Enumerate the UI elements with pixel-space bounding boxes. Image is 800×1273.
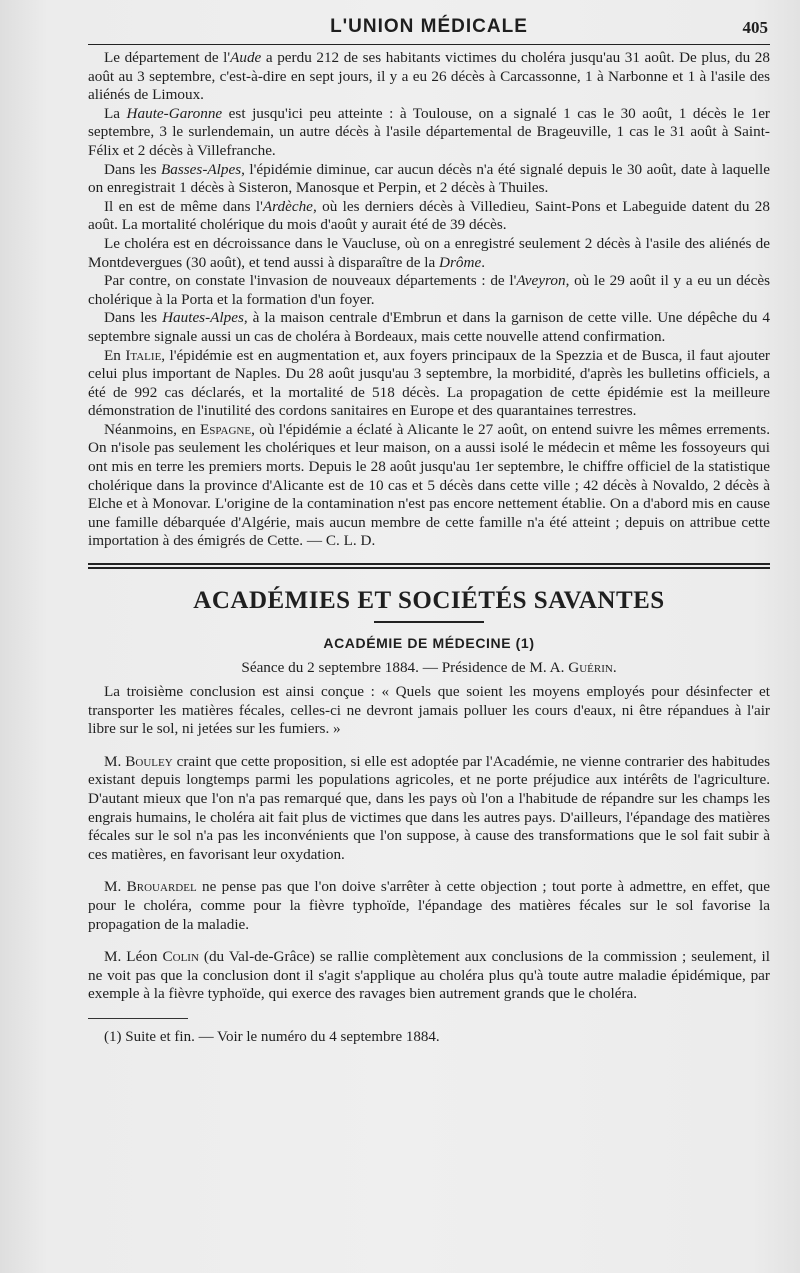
paragraph-text: , à la maison centrale d'Embrun et dans la garnison de cette ville. Une dépêche du 4 septembre signale aussi un cas de choléra à Bordeaux, mais cette nouvelle attend confirmation.	[88, 309, 770, 345]
page-header	[88, 14, 770, 44]
paragraph-text: , où l'épidémie a éclaté à Alicante le 27 août, on entend suivre les mêmes errements. On n'isole pas seulement les cholériques et leur maison, on a aussi isolé le médecin et même les fossoyeurs qui ont mis en terre les premiers morts. Depuis le 28 août jusqu'au 1er septembre, le chiffre officiel de la statistique cholérique dans la province d'Alicante est de 10 cas et 5 décès dans cette ville ; 42 décès à Novaldo, 2 décès à Elche et à Monovar. L'origine de la contamination n'est pas encore nettement établie. On a d'abord mis en cause une famille débarquée d'Algérie, mais aucun membre de cette famille n'a été atteint ; depuis on attribue cette importation à des émigrés de Cette. — C. L. D.	[88, 420, 770, 550]
paragraph-text: M.	[104, 878, 127, 896]
section-title: ACADÉMIES ET SOCIÉTÉS SAVANTES	[193, 587, 665, 615]
paragraph	[88, 161, 770, 198]
paragraph-text: , où le 29 août il y a eu un décès cholérique à la Porta et la formation d'un foyer.	[88, 272, 770, 308]
paragraph-text: En	[104, 346, 126, 364]
paragraph	[88, 421, 770, 551]
paragraph-text: Dans les	[104, 160, 161, 178]
paragraph	[88, 948, 770, 1004]
place-name: Aveyron	[516, 272, 566, 290]
paragraph-text: .	[481, 253, 486, 271]
small-caps-name: Bouley	[125, 752, 173, 770]
seance-text: Séance du 2 septembre 1884. — Présidence de M. A.	[241, 659, 569, 677]
place-name: Ardèche	[262, 197, 313, 215]
place-name: Hautes-Alpes	[162, 309, 244, 327]
paragraph-text: a perdu 212 de ses habitants victimes du choléra jusqu'au 31 août. De plus, du 28 août au 3 septembre, c'est-à-dire en sept jours, il y a eu 26 décès à Carcassonne, 1 à Narbonne et 1 à l'asile des aliénés de Limoux.	[88, 49, 770, 104]
place-name: Drôme	[439, 253, 482, 271]
paragraph-text: Il en est de même dans l'	[104, 197, 263, 215]
paragraph-text: Le département de l'	[104, 49, 231, 66]
paragraph	[88, 198, 770, 235]
paragraph-text: (du Val-de-Grâce) se rallie complètement aux conclusions de la commission ; seulement, il ne voit pas que la conclusion dont il s'agit s'applique au choléra plus qu'à toute autre maladie épidémique, par exemple à la fièvre typhoïde, qui exerce des ravages bien autrement grands que le choléra.	[88, 948, 770, 1003]
paragraph	[88, 235, 770, 272]
paragraph-text: Le choléra est en décroissance dans le Vaucluse, où on a enregistré seulement 2 décès à l'asile des aliénés de Montdevergues (30 août), et tend aussi à disparaître de la	[88, 234, 770, 271]
running-title: L'UNION MÉDICALE	[330, 16, 528, 37]
paragraph-text: est jusqu'ici peu atteinte : à Toulouse, on a signalé 1 cas le 30 août, 1 décès le 1er septembre, 3 le surlendemain, un autre décès à l'asile départemental de Brageuville, 1 cas le 31 août à Saint-Félix et 2 décès à Villefranche.	[88, 104, 770, 159]
paragraph	[88, 49, 770, 105]
page-number: 405	[742, 18, 768, 37]
proceedings-text	[88, 683, 770, 1004]
place-name: Haute-Garonne	[126, 104, 223, 122]
academy-title: ACADÉMIE DE MÉDECINE (1)	[323, 635, 535, 652]
paragraph	[88, 683, 770, 739]
paragraph	[88, 347, 770, 421]
president-name: Guérin	[568, 659, 613, 677]
paragraph	[88, 272, 770, 309]
small-caps-name: Colin	[162, 948, 199, 966]
paragraph-text: , l'épidémie diminue, car aucun décès n'a été signalé depuis le 30 août, date à laquelle on enregistrait 1 décès à Sisteron, Manosque et Perpin, et 2 décès à Thuiles.	[88, 160, 770, 197]
paragraph-text: M. Léon	[104, 948, 163, 966]
paragraph-text: Dans les	[104, 309, 163, 327]
seance-line	[88, 659, 770, 677]
footnote: (1) Suite et fin. — Voir le numéro du 4 septembre 1884.	[104, 1028, 440, 1045]
paragraph-text: La	[104, 104, 127, 122]
small-caps-name: Italie	[125, 346, 162, 364]
place-name: Aude	[230, 49, 262, 66]
seance-end: .	[612, 659, 617, 677]
place-name: Basses-Alpes	[160, 160, 242, 178]
paragraph	[88, 878, 770, 934]
footnote-rule	[88, 1018, 188, 1019]
header-rule	[88, 44, 770, 45]
paragraph	[88, 105, 770, 161]
chronicle-text	[88, 49, 770, 551]
paragraph-text: Néanmoins, en	[104, 420, 201, 438]
paragraph-text: craint que cette proposition, si elle est adoptée par l'Académie, ne vienne contrarier des habitudes existant depuis longtemps parmi les populations agricoles, et ne porte préjudice aux intérêts de l'agriculture. D'autant mieux que l'on n'a pas remarqué que, dans les pays où l'on a l'habitude de répandre sur les champs les engrais humains, le choléra ait fait plus de victimes que dans les autres pays. D'ailleurs, l'épandage des matières fécales sur le sol n'a pas les inconvénients que l'on suppose, à cause des transformations que le sol fait subir à ces matières, en favorisant leur oxydation.	[88, 752, 770, 863]
paragraph-text: M.	[104, 752, 126, 770]
title-rule	[374, 621, 484, 623]
small-caps-name: Espagne	[200, 420, 252, 438]
paragraph-text: ne pense pas que l'on doive s'arrêter à cette objection ; tout porte à admettre, en effet, que pour le choléra, comme pour la fièvre typhoïde, l'épandage des matières fécales sur le sol favorise la propagation de la maladie.	[88, 878, 770, 933]
paragraph-text: Par contre, on constate l'invasion de nouveaux départements : de l'	[104, 272, 517, 290]
paragraph	[88, 309, 770, 346]
paragraph-text: , où les derniers décès à Villedieu, Saint-Pons et Labeguide datent du 28 août. La mortalité cholérique du mois d'août y aurait été de 39 décès.	[88, 197, 770, 234]
paragraph	[88, 753, 770, 865]
paragraph-text: , l'épidémie est en augmentation et, aux foyers principaux de la Spezzia et de Busca, il faut ajouter celui plus important de Naples. Du 28 août jusqu'au 3 septembre, la morbidité, d'après les bulletins officiels, a été de 992 cas déclarés, et la mortalité de 518 décès. La propagation de cette épidémie est la meilleure démonstration de l'inutilité des cordons sanitaires en Europe et des quarantaines terrestres.	[88, 346, 770, 420]
small-caps-name: Brouardel	[126, 878, 197, 896]
section-divider	[88, 563, 770, 569]
paragraph-text: La troisième conclusion est ainsi conçue : « Quels que soient les moyens employés pour désinfecter et transporter les matières fécales, celles-ci ne devront jamais polluer les cours d'eaux, ni être répandues à l'air libre sur le sol, ni jetées sur les fumiers. »	[88, 683, 770, 738]
